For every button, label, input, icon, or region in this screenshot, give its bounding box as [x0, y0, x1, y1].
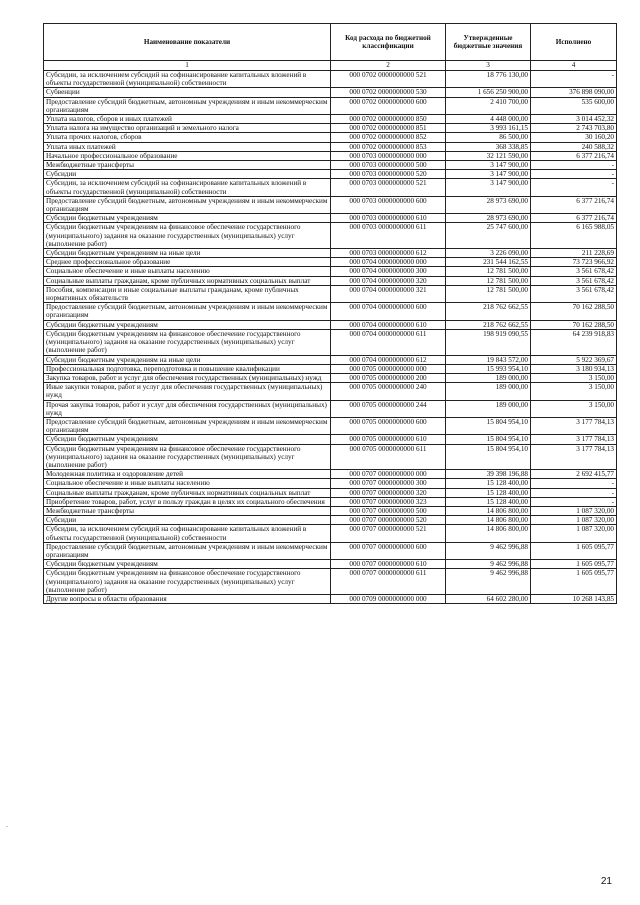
- row-approved: 3 993 161,15: [446, 124, 531, 133]
- row-name: Субсидии бюджетным учреждениям на иные цели: [44, 355, 331, 364]
- row-name: Предоставление субсидий бюджетным, автономным учреждениям и иным некоммерческим организациям: [44, 196, 331, 213]
- row-code: 000 0707 0000000000 000: [331, 470, 446, 479]
- row-code: 000 0702 0000000000 850: [331, 115, 446, 124]
- row-code: 000 0707 0000000000 520: [331, 516, 446, 525]
- row-executed: 64 239 918,83: [531, 329, 617, 355]
- row-code: 000 0707 0000000000 611: [331, 569, 446, 595]
- row-approved: 218 762 662,55: [446, 320, 531, 329]
- row-approved: 368 338,85: [446, 142, 531, 151]
- row-executed: 1 087 320,00: [531, 516, 617, 525]
- row-code: 000 0705 0000000000 600: [331, 417, 446, 434]
- row-executed: 1 605 095,77: [531, 542, 617, 559]
- table-row: [44, 179, 617, 196]
- row-name: Субсидии: [44, 170, 331, 179]
- row-approved: 3 226 090,00: [446, 249, 531, 258]
- row-code: 000 0705 0000000000 200: [331, 373, 446, 382]
- table-row: [44, 364, 617, 373]
- header-name: Наименование показатели: [44, 24, 331, 61]
- row-name: Среднее профессиональное образование: [44, 258, 331, 267]
- row-approved: 2 410 700,00: [446, 97, 531, 114]
- budget-table: [43, 23, 617, 604]
- row-name: Иные закупки товаров, работ и услуг для обеспечения государственных (муниципальных) нужд: [44, 383, 331, 400]
- row-approved: 198 919 090,55: [446, 329, 531, 355]
- row-code: 000 0707 0000000000 610: [331, 560, 446, 569]
- table-header-row: [44, 24, 617, 61]
- row-name: Субсидии: [44, 516, 331, 525]
- table-row: [44, 470, 617, 479]
- row-name: Приобретение товаров, работ, услуг в пользу граждан в целях их социального обеспечения: [44, 497, 331, 506]
- table-body: [44, 71, 617, 604]
- row-code: 000 0709 0000000000 000: [331, 594, 446, 603]
- table-row: [44, 497, 617, 506]
- table-row: [44, 196, 617, 213]
- row-approved: 12 781 500,00: [446, 285, 531, 302]
- table-row: [44, 303, 617, 320]
- row-approved: 189 000,00: [446, 383, 531, 400]
- row-name: Субсидии бюджетным учреждениям: [44, 214, 331, 223]
- row-name: Субсидии, за исключением субсидий на софинансирование капитальных вложений в объекты государственной (муниципальной) собственности: [44, 71, 331, 88]
- table-row: [44, 373, 617, 382]
- row-executed: 3 014 452,32: [531, 115, 617, 124]
- row-executed: 6 377 216,74: [531, 214, 617, 223]
- row-name: Предоставление субсидий бюджетным, автономным учреждениям и иным некоммерческим организациям: [44, 542, 331, 559]
- table-row: [44, 97, 617, 114]
- row-code: 000 0702 0000000000 600: [331, 97, 446, 114]
- row-name: Прочая закупка товаров, работ и услуг для обеспечения государственных (муниципальных) нужд: [44, 400, 331, 417]
- row-approved: 25 747 600,00: [446, 223, 531, 249]
- row-code: 000 0703 0000000000 521: [331, 179, 446, 196]
- row-executed: 6 165 988,05: [531, 223, 617, 249]
- column-number: 4: [531, 61, 617, 71]
- row-approved: 28 973 690,00: [446, 214, 531, 223]
- table-row: [44, 383, 617, 400]
- table-row: [44, 267, 617, 276]
- row-approved: 9 462 996,88: [446, 569, 531, 595]
- row-name: Субсидии бюджетным учреждениям: [44, 435, 331, 444]
- row-approved: 12 781 500,00: [446, 276, 531, 285]
- row-approved: 3 147 900,00: [446, 161, 531, 170]
- row-approved: 19 843 572,00: [446, 355, 531, 364]
- header-approved: Утвержденные бюджетные значения: [446, 24, 531, 61]
- row-name: Межбюджетные трансферты: [44, 506, 331, 515]
- row-approved: 15 993 954,10: [446, 364, 531, 373]
- row-approved: 218 762 662,55: [446, 303, 531, 320]
- table-row: [44, 594, 617, 603]
- margin-mark: .: [6, 820, 8, 829]
- table-row: [44, 71, 617, 88]
- row-code: 000 0707 0000000000 600: [331, 542, 446, 559]
- row-code: 000 0703 0000000000 500: [331, 161, 446, 170]
- table-row: [44, 355, 617, 364]
- row-executed: 70 162 288,50: [531, 320, 617, 329]
- table-row: [44, 124, 617, 133]
- row-approved: 4 448 000,00: [446, 115, 531, 124]
- row-executed: -: [531, 179, 617, 196]
- row-code: 000 0704 0000000000 320: [331, 276, 446, 285]
- row-approved: 86 500,00: [446, 133, 531, 142]
- row-code: 000 0705 0000000000 000: [331, 364, 446, 373]
- row-name: Уплата налога на имущество организаций и земельного налога: [44, 124, 331, 133]
- row-code: 000 0705 0000000000 611: [331, 444, 446, 470]
- row-approved: 18 776 130,00: [446, 71, 531, 88]
- table-row: [44, 506, 617, 515]
- row-executed: -: [531, 479, 617, 488]
- row-executed: 1 087 320,00: [531, 506, 617, 515]
- row-code: 000 0707 0000000000 320: [331, 488, 446, 497]
- row-name: Субсидии бюджетным учреждениям на финансовое обеспечение государственного (муниципального) задания на оказание государственных (муниципальных) услуг (выполнение работ): [44, 223, 331, 249]
- row-executed: 30 160,20: [531, 133, 617, 142]
- row-code: 000 0705 0000000000 240: [331, 383, 446, 400]
- row-approved: 15 128 400,00: [446, 488, 531, 497]
- table-row: [44, 444, 617, 470]
- row-executed: 10 268 143,85: [531, 594, 617, 603]
- row-approved: 231 544 162,55: [446, 258, 531, 267]
- row-name: Социальные выплаты гражданам, кроме публичных нормативных социальных выплат: [44, 488, 331, 497]
- row-name: Межбюджетные трансферты: [44, 161, 331, 170]
- row-name: Социальное обеспечение и иные выплаты населению: [44, 479, 331, 488]
- table-row: [44, 569, 617, 595]
- row-code: 000 0707 0000000000 323: [331, 497, 446, 506]
- row-approved: 9 462 996,88: [446, 560, 531, 569]
- table-row: [44, 417, 617, 434]
- row-code: 000 0705 0000000000 610: [331, 435, 446, 444]
- row-executed: 3 177 784,13: [531, 417, 617, 434]
- row-executed: 1 605 095,77: [531, 560, 617, 569]
- row-name: Субвенции: [44, 88, 331, 97]
- row-approved: 14 806 800,00: [446, 516, 531, 525]
- row-code: 000 0702 0000000000 853: [331, 142, 446, 151]
- row-name: Предоставление субсидий бюджетным, автономным учреждениям и иным некоммерческим организациям: [44, 417, 331, 434]
- row-approved: 15 128 400,00: [446, 479, 531, 488]
- row-executed: 3 150,00: [531, 400, 617, 417]
- row-executed: 3 177 784,13: [531, 444, 617, 470]
- row-code: 000 0704 0000000000 612: [331, 355, 446, 364]
- row-approved: 9 462 996,88: [446, 542, 531, 559]
- row-approved: 15 128 400,00: [446, 497, 531, 506]
- table-row: [44, 161, 617, 170]
- page-number: 21: [600, 876, 612, 887]
- row-executed: 211 228,69: [531, 249, 617, 258]
- row-code: 000 0704 0000000000 321: [331, 285, 446, 302]
- row-approved: 3 147 900,00: [446, 179, 531, 196]
- table-row: [44, 560, 617, 569]
- table-row: [44, 223, 617, 249]
- table-row: [44, 214, 617, 223]
- column-number-row: [44, 61, 617, 71]
- row-approved: 189 000,00: [446, 400, 531, 417]
- row-name: Субсидии бюджетным учреждениям: [44, 320, 331, 329]
- row-name: Субсидии бюджетным учреждениям на финансовое обеспечение государственного (муниципального) задания на оказание государственных (муниципальных) услуг (выполнение работ): [44, 569, 331, 595]
- table-row: [44, 400, 617, 417]
- row-code: 000 0703 0000000000 600: [331, 196, 446, 213]
- table-row: [44, 479, 617, 488]
- row-executed: -: [531, 170, 617, 179]
- row-code: 000 0703 0000000000 612: [331, 249, 446, 258]
- row-approved: 189 000,00: [446, 373, 531, 382]
- row-code: 000 0704 0000000000 600: [331, 303, 446, 320]
- header-code: Код расхода по бюджетной классификации: [331, 24, 446, 61]
- row-executed: 6 377 216,74: [531, 151, 617, 160]
- row-name: Социальное обеспечение и иные выплаты населению: [44, 267, 331, 276]
- row-name: Предоставление субсидий бюджетным, автономным учреждениям и иным некоммерческим организациям: [44, 303, 331, 320]
- table-row: [44, 488, 617, 497]
- row-name: Другие вопросы в области образования: [44, 594, 331, 603]
- row-name: Пособия, компенсации и иные социальные выплаты гражданам, кроме публичных нормативных обязательств: [44, 285, 331, 302]
- row-code: 000 0703 0000000000 610: [331, 214, 446, 223]
- row-code: 000 0707 0000000000 500: [331, 506, 446, 515]
- row-executed: 2 692 415,77: [531, 470, 617, 479]
- row-name: Субсидии бюджетным учреждениям на финансовое обеспечение государственного (муниципального) задания на оказание государственных (муниципальных) услуг (выполнение работ): [44, 329, 331, 355]
- table-row: [44, 320, 617, 329]
- budget-sheet: [43, 23, 616, 604]
- row-code: 000 0702 0000000000 530: [331, 88, 446, 97]
- row-executed: 70 162 288,50: [531, 303, 617, 320]
- row-name: Субсидии бюджетным учреждениям на иные цели: [44, 249, 331, 258]
- column-number: 3: [446, 61, 531, 71]
- row-code: 000 0702 0000000000 521: [331, 71, 446, 88]
- table-row: [44, 276, 617, 285]
- row-name: Субсидии, за исключением субсидий на софинансирование капитальных вложений в объекты государственной (муниципальной) собственности: [44, 179, 331, 196]
- row-approved: 14 806 800,00: [446, 506, 531, 515]
- row-approved: 32 121 590,00: [446, 151, 531, 160]
- row-executed: -: [531, 161, 617, 170]
- row-executed: 3 180 934,13: [531, 364, 617, 373]
- table-row: [44, 329, 617, 355]
- row-approved: 15 804 954,10: [446, 435, 531, 444]
- header-executed: Исполнено: [531, 24, 617, 61]
- row-executed: 3 150,00: [531, 383, 617, 400]
- row-executed: -: [531, 497, 617, 506]
- table-row: [44, 88, 617, 97]
- row-approved: 14 806 800,00: [446, 525, 531, 542]
- row-approved: 15 804 954,10: [446, 444, 531, 470]
- row-executed: 240 588,32: [531, 142, 617, 151]
- row-executed: 376 898 090,00: [531, 88, 617, 97]
- row-code: 000 0707 0000000000 300: [331, 479, 446, 488]
- row-executed: 3 150,00: [531, 373, 617, 382]
- table-row: [44, 151, 617, 160]
- row-code: 000 0702 0000000000 851: [331, 124, 446, 133]
- row-executed: 5 922 369,67: [531, 355, 617, 364]
- row-code: 000 0705 0000000000 244: [331, 400, 446, 417]
- row-executed: 3 561 678,42: [531, 285, 617, 302]
- table-row: [44, 133, 617, 142]
- row-executed: 3 561 678,42: [531, 276, 617, 285]
- row-executed: 1 605 095,77: [531, 569, 617, 595]
- table-row: [44, 525, 617, 542]
- column-number: 1: [44, 61, 331, 71]
- row-code: 000 0702 0000000000 852: [331, 133, 446, 142]
- row-approved: 15 804 954,10: [446, 417, 531, 434]
- row-name: Уплата прочих налогов, сборов: [44, 133, 331, 142]
- row-code: 000 0703 0000000000 611: [331, 223, 446, 249]
- table-row: [44, 542, 617, 559]
- row-code: 000 0704 0000000000 300: [331, 267, 446, 276]
- row-code: 000 0703 0000000000 520: [331, 170, 446, 179]
- table-row: [44, 142, 617, 151]
- table-row: [44, 115, 617, 124]
- row-executed: -: [531, 488, 617, 497]
- row-approved: 1 656 250 900,00: [446, 88, 531, 97]
- row-executed: 6 377 216,74: [531, 196, 617, 213]
- row-name: Начальное профессиональное образование: [44, 151, 331, 160]
- row-executed: -: [531, 71, 617, 88]
- row-executed: 3 561 678,42: [531, 267, 617, 276]
- row-executed: 2 743 703,80: [531, 124, 617, 133]
- row-approved: 28 973 690,00: [446, 196, 531, 213]
- row-code: 000 0704 0000000000 611: [331, 329, 446, 355]
- row-name: Закупка товаров, работ и услуг для обеспечения государственных (муниципальных) нужд: [44, 373, 331, 382]
- row-code: 000 0707 0000000000 521: [331, 525, 446, 542]
- row-name: Субсидии, за исключением субсидий на софинансирование капитальных вложений в объекты государственной (муниципальной) собственности: [44, 525, 331, 542]
- row-name: Уплата иных платежей: [44, 142, 331, 151]
- row-name: Субсидии бюджетным учреждениям на финансовое обеспечение государственного (муниципального) задания на оказание государственных (муниципальных) услуг (выполнение работ): [44, 444, 331, 470]
- table-row: [44, 435, 617, 444]
- table-row: [44, 249, 617, 258]
- row-name: Молодежная политика и оздоровление детей: [44, 470, 331, 479]
- row-name: Субсидии бюджетным учреждениям: [44, 560, 331, 569]
- row-code: 000 0704 0000000000 000: [331, 258, 446, 267]
- row-code: 000 0704 0000000000 610: [331, 320, 446, 329]
- row-executed: 1 087 320,00: [531, 525, 617, 542]
- row-name: Уплата налогов, сборов и иных платежей: [44, 115, 331, 124]
- row-executed: 535 600,00: [531, 97, 617, 114]
- table-row: [44, 258, 617, 267]
- row-approved: 3 147 900,00: [446, 170, 531, 179]
- row-approved: 39 398 196,88: [446, 470, 531, 479]
- table-row: [44, 170, 617, 179]
- row-approved: 64 602 280,00: [446, 594, 531, 603]
- table-row: [44, 516, 617, 525]
- row-name: Социальные выплаты гражданам, кроме публичных нормативных социальных выплат: [44, 276, 331, 285]
- table-row: [44, 285, 617, 302]
- row-executed: 73 723 966,92: [531, 258, 617, 267]
- row-name: Предоставление субсидий бюджетным, автономным учреждениям и иным некоммерческим организациям: [44, 97, 331, 114]
- column-number: 2: [331, 61, 446, 71]
- row-code: 000 0703 0000000000 000: [331, 151, 446, 160]
- row-executed: 3 177 784,13: [531, 435, 617, 444]
- row-name: Профессиональная подготовка, переподготовка и повышение квалификации: [44, 364, 331, 373]
- row-approved: 12 781 500,00: [446, 267, 531, 276]
